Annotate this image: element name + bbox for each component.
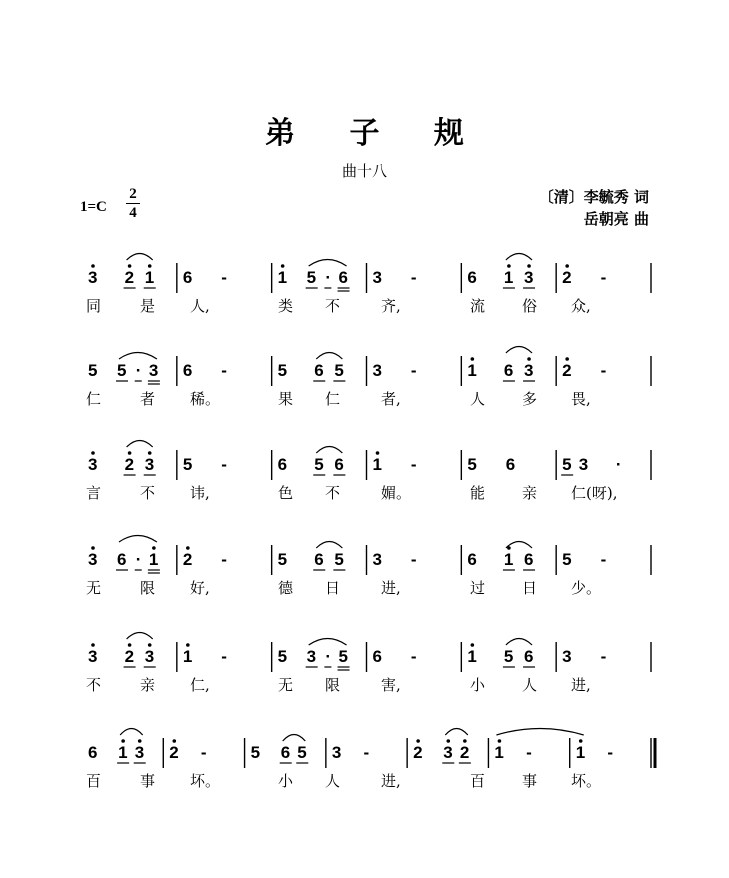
lyric-syllable: 同 <box>86 297 102 315</box>
note: 1 <box>277 268 288 287</box>
note: 3 <box>331 743 342 762</box>
note: 5 <box>116 361 127 380</box>
note: - <box>221 550 227 569</box>
note: 5 <box>338 647 349 666</box>
lyric-syllable: 进, <box>381 772 401 790</box>
note: 2 <box>562 268 572 287</box>
note: 5 <box>88 361 98 380</box>
lyric-syllable: 德 <box>278 579 294 597</box>
slur <box>127 441 153 448</box>
note: 5 <box>182 455 193 474</box>
note: 1 <box>144 268 155 287</box>
lyric-syllable: 言 <box>86 484 102 502</box>
note: 5 <box>277 550 288 569</box>
note: 5 <box>467 455 477 474</box>
note: 6 <box>524 647 534 666</box>
note: 3 <box>306 647 317 666</box>
slur <box>506 347 532 354</box>
note: - <box>221 361 227 380</box>
lyric-syllable: 人 <box>325 772 341 790</box>
lyric-syllable: 害, <box>381 676 401 694</box>
lyric-syllable: 类 <box>278 297 294 315</box>
note: 3 <box>372 361 382 380</box>
note: 5 <box>277 361 288 380</box>
slur <box>445 729 468 736</box>
note: · <box>135 361 142 380</box>
high-octave-dot <box>416 739 420 743</box>
note: 3 <box>88 268 98 287</box>
note: - <box>600 550 607 569</box>
note: 5 <box>503 647 514 666</box>
note: 3 <box>88 455 98 474</box>
lyric-syllable: 讳, <box>190 484 210 502</box>
high-octave-dot <box>138 739 142 743</box>
note: - <box>600 647 607 666</box>
note: 1 <box>182 647 193 666</box>
lyric-syllable: 日 <box>325 579 341 597</box>
lyric-syllable: 者, <box>381 390 401 408</box>
slur <box>120 729 143 736</box>
song-title: 弟 子 规 <box>265 116 486 151</box>
slur <box>127 254 153 261</box>
high-octave-dot <box>186 643 190 647</box>
note: · <box>615 455 622 474</box>
note: 3 <box>524 268 534 287</box>
note: - <box>410 361 417 380</box>
note: 5 <box>562 550 572 569</box>
slur <box>316 447 342 454</box>
lyric-syllable: 小 <box>470 676 486 694</box>
lyric-syllable: 百 <box>470 772 486 790</box>
slur <box>119 536 157 543</box>
lyric-syllable: 仁(呀), <box>571 484 618 502</box>
note: - <box>410 455 417 474</box>
note: 2 <box>413 743 423 762</box>
lyric-syllable: 限 <box>325 676 341 694</box>
note: 3 <box>372 550 382 569</box>
lyric-syllable: 好, <box>190 579 210 597</box>
lyric-syllable: 小 <box>278 772 294 790</box>
lyric-syllable: 日 <box>522 579 538 597</box>
note: 3 <box>578 455 589 474</box>
lyric-syllable: 进, <box>571 676 591 694</box>
lyric-syllable: 齐, <box>381 297 401 315</box>
slur <box>506 639 532 646</box>
lyric-syllable: 亲 <box>140 676 156 694</box>
lyric-syllable: 过 <box>470 579 486 597</box>
note: 6 <box>277 455 288 474</box>
slur <box>506 254 532 261</box>
lyric-syllable: 事 <box>140 772 156 790</box>
high-octave-dot <box>471 643 475 647</box>
high-octave-dot <box>91 451 95 455</box>
lyricist-credit: 〔清〕李毓秀 词 <box>538 188 649 206</box>
note: 5 <box>334 550 344 569</box>
lyric-syllable: 坏。 <box>190 772 221 790</box>
note: - <box>600 268 607 287</box>
lyric-syllable: 人, <box>190 297 210 315</box>
lyric-syllable: 百 <box>86 772 102 790</box>
slur <box>283 735 306 742</box>
lyric-syllable: 果 <box>278 390 294 408</box>
note: 2 <box>182 550 193 569</box>
tune-number: 曲十八 <box>341 162 387 180</box>
note: 2 <box>124 455 135 474</box>
note: - <box>607 743 614 762</box>
high-octave-dot <box>527 357 531 361</box>
note: - <box>221 647 227 666</box>
high-octave-dot <box>463 739 467 743</box>
slur <box>316 353 342 360</box>
note: 2 <box>169 743 179 762</box>
note: 6 <box>280 743 291 762</box>
high-octave-dot <box>498 739 502 743</box>
note: 1 <box>575 743 586 762</box>
high-octave-dot <box>152 546 156 550</box>
note: 6 <box>182 268 193 287</box>
note: 6 <box>467 268 477 287</box>
note: 6 <box>334 455 344 474</box>
high-octave-dot <box>128 451 132 455</box>
note: - <box>363 743 370 762</box>
note: 2 <box>124 647 135 666</box>
note: 6 <box>182 361 193 380</box>
note: - <box>526 743 532 762</box>
high-octave-dot <box>148 264 152 268</box>
lyric-syllable: 是 <box>140 297 156 315</box>
high-octave-dot <box>91 264 95 268</box>
note: 2 <box>562 361 572 380</box>
lyric-syllable: 仁 <box>86 390 102 408</box>
note: - <box>200 743 207 762</box>
high-octave-dot <box>579 739 583 743</box>
note: - <box>221 455 227 474</box>
note: 5 <box>306 268 317 287</box>
note: 3 <box>134 743 145 762</box>
note: - <box>410 550 417 569</box>
note: 1 <box>467 647 477 666</box>
note: 1 <box>148 550 159 569</box>
note: 1 <box>503 550 514 569</box>
lyric-syllable: 仁 <box>325 390 341 408</box>
high-octave-dot <box>376 451 380 455</box>
lyric-syllable: 不 <box>325 297 341 315</box>
slur <box>127 633 153 640</box>
note: 1 <box>467 361 477 380</box>
note: 3 <box>144 647 155 666</box>
composer-credit: 岳朝亮 曲 <box>583 210 649 228</box>
slur <box>309 639 347 646</box>
key-signature: 1=C <box>80 199 107 215</box>
lyric-syllable: 不 <box>140 484 156 502</box>
high-octave-dot <box>446 739 450 743</box>
lyric-syllable: 少。 <box>571 579 602 597</box>
lyric-syllable: 事 <box>522 772 538 790</box>
slur <box>309 260 347 267</box>
high-octave-dot <box>471 357 475 361</box>
note: 3 <box>88 647 98 666</box>
high-octave-dot <box>565 264 569 268</box>
note: 3 <box>144 455 155 474</box>
note: 3 <box>148 361 159 380</box>
note: 2 <box>459 743 470 762</box>
lyric-syllable: 者 <box>140 390 156 408</box>
note: 6 <box>524 550 534 569</box>
lyric-syllable: 无 <box>86 579 102 597</box>
note: 5 <box>314 455 324 474</box>
note: 3 <box>562 647 572 666</box>
note: · <box>325 647 332 666</box>
slur <box>496 729 583 736</box>
lyric-syllable: 亲 <box>522 484 538 502</box>
lyric-syllable: 坏。 <box>571 772 602 790</box>
note: 1 <box>118 743 128 762</box>
note: 3 <box>443 743 453 762</box>
high-octave-dot <box>121 739 125 743</box>
lyric-syllable: 色 <box>278 484 294 502</box>
note: 6 <box>314 550 324 569</box>
lyric-syllable: 多 <box>522 390 538 408</box>
note: - <box>410 647 417 666</box>
lyric-syllable: 不 <box>325 484 341 502</box>
note: 5 <box>334 361 344 380</box>
high-octave-dot <box>91 546 95 550</box>
note: 6 <box>88 743 98 762</box>
note: 6 <box>314 361 324 380</box>
note: - <box>221 268 227 287</box>
high-octave-dot <box>91 643 95 647</box>
note: · <box>135 550 142 569</box>
high-octave-dot <box>172 739 176 743</box>
lyric-syllable: 不 <box>86 676 102 694</box>
lyric-syllable: 人 <box>470 390 486 408</box>
lyric-syllable: 无 <box>278 676 294 694</box>
note: 6 <box>338 268 349 287</box>
lyric-syllable: 限 <box>140 579 156 597</box>
note: 3 <box>372 268 382 287</box>
lyric-syllable: 畏, <box>571 390 591 408</box>
note: 2 <box>124 268 135 287</box>
note: 6 <box>372 647 382 666</box>
note: 5 <box>250 743 261 762</box>
note: 5 <box>277 647 288 666</box>
high-octave-dot <box>186 546 190 550</box>
note: 3 <box>524 361 534 380</box>
high-octave-dot <box>128 264 132 268</box>
high-octave-dot <box>148 643 152 647</box>
note: 6 <box>467 550 477 569</box>
lyric-syllable: 俗 <box>522 297 538 315</box>
high-octave-dot <box>507 264 511 268</box>
lyric-syllable: 众, <box>571 297 591 315</box>
note: - <box>600 361 607 380</box>
note: 6 <box>505 455 516 474</box>
note: 6 <box>116 550 127 569</box>
note: 5 <box>297 743 307 762</box>
note: 6 <box>503 361 514 380</box>
slur <box>316 542 342 549</box>
lyric-syllable: 流 <box>470 297 486 315</box>
note: 5 <box>562 455 572 474</box>
high-octave-dot <box>148 451 152 455</box>
note: 1 <box>372 455 382 474</box>
lyric-syllable: 仁, <box>190 676 210 694</box>
lyric-syllable: 能 <box>470 484 486 502</box>
high-octave-dot <box>281 264 285 268</box>
lyric-syllable: 媚。 <box>381 484 412 502</box>
note: · <box>325 268 332 287</box>
high-octave-dot <box>565 357 569 361</box>
high-octave-dot <box>527 264 531 268</box>
slur <box>119 353 157 360</box>
lyric-syllable: 稀。 <box>190 390 221 408</box>
note: - <box>410 268 417 287</box>
note: 1 <box>494 743 504 762</box>
note: 3 <box>88 550 98 569</box>
time-signature-top: 2 <box>129 186 137 202</box>
time-signature-bottom: 4 <box>129 205 137 221</box>
lyric-syllable: 人 <box>522 676 538 694</box>
lyric-syllable: 进, <box>381 579 401 597</box>
note: 1 <box>503 268 514 287</box>
high-octave-dot <box>128 643 132 647</box>
